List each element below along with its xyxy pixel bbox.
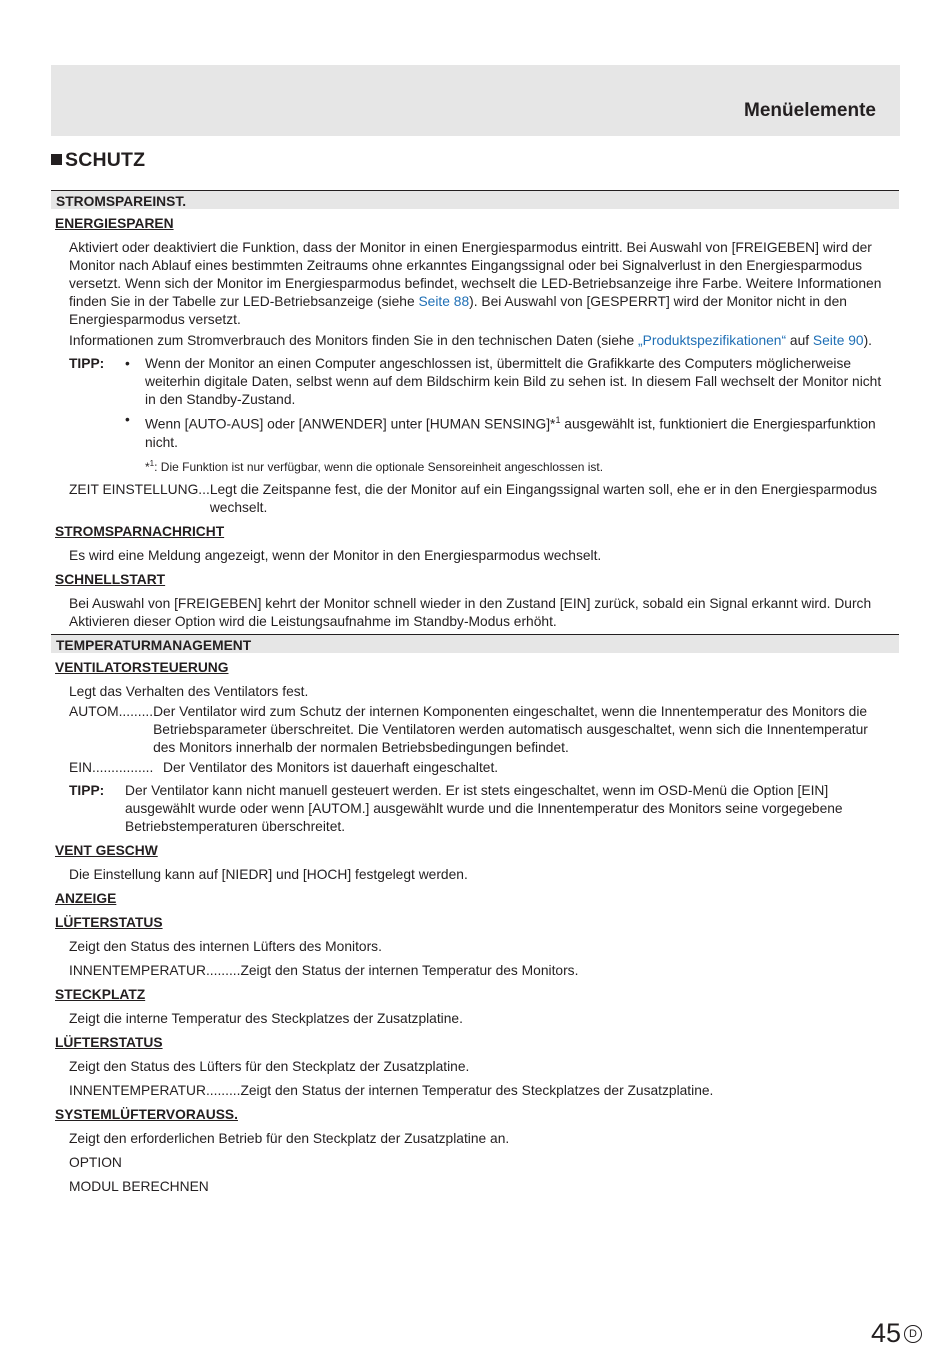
section-title: [51, 149, 145, 172]
tipp-bullet-1-text: Wenn der Monitor an einen Computer angeschlossen ist, übermittelt die Grafikkarte des Computers möglicherweise weiterhin digitale Daten, selbst wenn auf dem Bildschirm kein Bild zu sehen ist. In diesem Fall wechselt der Monitor nicht in den Standby-Zustand.: [145, 356, 882, 407]
def-text: Legt die Zeitspanne fest, die der Monitor auf ein Eingangssignal warten soll, ehe er in den Energiesparmodus wechselt.: [209, 481, 878, 515]
tipp-body: [125, 355, 899, 475]
energiesparen-text-end: ). Bei Auswahl von [GESPERRT] wird der Monitor nicht in den Energiesparmodus versetzt.: [69, 294, 847, 327]
subheading-steckplatz: STECKPLATZ: [55, 986, 146, 1002]
tipp-bullet-1: [125, 355, 885, 409]
def-ein: [51, 759, 899, 777]
vent-geschw-text: Die Einstellung kann auf [NIEDR] und [HOCH] festgelegt werden.: [69, 866, 468, 882]
group-heading-temperaturmanagement: TEMPERATURMANAGEMENT: [51, 634, 899, 653]
footnote-number: 1: [149, 458, 155, 468]
def-label: EIN................: [69, 759, 154, 775]
def-text: Zeigt den Status der internen Temperatur des Monitors.: [240, 962, 579, 978]
square-bullet-icon: [51, 154, 62, 165]
tipp-label: TIPP:: [69, 782, 105, 798]
ventilatorsteuerung-intro: Legt das Verhalten des Ventilators fest.: [69, 683, 309, 699]
def-text: Der Ventilator des Monitors ist dauerhaft eingeschaltet.: [163, 759, 499, 775]
page-header-title: Menüelemente: [744, 100, 876, 121]
tipp-label: TIPP:: [69, 356, 105, 371]
power-note-end: ).: [863, 333, 872, 348]
power-consumption-note: [51, 332, 899, 350]
tipp-bullet-2-text: Wenn [AUTO-AUS] oder [ANWENDER] unter [HUMAN SENSING]*: [145, 416, 556, 432]
energiesparen-text: Aktiviert oder deaktiviert die Funktion, dass der Monitor in einen Energiesparmodus eintritt. Bei Auswahl von [FREIGEBEN] wird der Monitor nach Ablauf eines bestimmten Zeitraums ohne erkanntes Eingangssignal oder bei Signalverlust in den Energiesparmodus versetzt. Wenn sich der Monitor im Energiesparmodus befindet, wechselt die LED-Betriebsanzeige ihre Farbe. Weitere Informationen finden Sie in der Tabelle zur LED-Betriebsanzeige (siehe: [69, 240, 882, 309]
def-autom: [51, 703, 899, 757]
page-number-value: 45: [870, 1318, 901, 1348]
subheading-energiesparen: ENERGIESPAREN: [55, 216, 174, 231]
subheading-systemluftervorauss: SYSTEMLÜFTERVORAUSS.: [55, 1106, 238, 1122]
footnote: [125, 456, 885, 475]
group-heading-stromspareinst: STROMSPAREINST.: [51, 190, 899, 209]
subheading-lufterstatus-slot: LÜFTERSTATUS: [55, 1034, 163, 1050]
power-note-text: Informationen zum Stromverbrauch des Monitors finden Sie in den technischen Daten (siehe: [69, 333, 639, 348]
tipp-ventilator: [51, 782, 899, 836]
lufterstatus-text: Zeigt den Status des internen Lüfters des Monitors.: [69, 938, 382, 954]
lufterstatus-slot-text: Zeigt den Status des Lüfters für den Steckplatz der Zusatzplatine.: [69, 1058, 470, 1074]
def-zeit-einstellung: [51, 481, 899, 517]
energiesparen-description: [51, 239, 899, 329]
def-text: Der Ventilator wird zum Schutz der internen Komponenten eingeschaltet, wenn die Innentemperatur des Monitors die Betriebsparameter überschreitet. Die Ventilatoren werden automatisch ausgeschaltet, wenn sich die Innentemperatur des Monitors innerhalb der normalen Betriebsbedingungen befindet.: [153, 703, 868, 755]
tipp-bullet-2: [125, 411, 885, 452]
subheading-lufterstatus: LÜFTERSTATUS: [55, 914, 163, 930]
systemluftervorauss-text: Zeigt den erforderlichen Betrieb für den Steckplatz der Zusatzplatine an.: [69, 1130, 510, 1146]
subheading-anzeige: ANZEIGE: [55, 890, 117, 906]
tipp-bullet-2-text-end: ausgewählt ist, funktioniert die Energiesparfunktion nicht.: [145, 416, 876, 450]
link-seite-90[interactable]: Seite 90: [812, 333, 864, 348]
header-band: [51, 65, 900, 136]
link-seite-88[interactable]: Seite 88: [418, 294, 470, 309]
link-produktspezifikationen[interactable]: „Produktspezifikationen“: [638, 333, 787, 348]
footnote-mark: *: [145, 459, 150, 474]
def-innentemperatur: [51, 962, 899, 980]
subheading-stromsparnachricht: STROMSPARNACHRICHT: [55, 523, 225, 539]
def-label: INNENTEMPERATUR.........: [69, 1082, 241, 1098]
language-badge: D: [904, 1325, 922, 1343]
tipp-energiesparen: [51, 355, 899, 475]
power-note-mid: auf: [786, 333, 813, 348]
def-label: AUTOM.........: [69, 703, 154, 719]
steckplatz-text: Zeigt die interne Temperatur des Steckplatzes der Zusatzplatine.: [69, 1010, 463, 1026]
def-innentemperatur-slot: [51, 1082, 899, 1100]
stromsparnachricht-text: Es wird eine Meldung angezeigt, wenn der Monitor in den Energiesparmodus wechselt.: [69, 547, 602, 563]
option-item: OPTION: [69, 1154, 122, 1170]
footnote-ref: 1: [555, 415, 561, 425]
page-number: [871, 1318, 922, 1349]
schnellstart-text: Bei Auswahl von [FREIGEBEN] kehrt der Monitor schnell wieder in den Zustand [EIN] zurück, sobald ein Signal erkannt wird. Durch Aktivieren dieser Option wird die Leistungsaufnahme im Standby-Modus erhöht.: [69, 595, 872, 629]
subheading-vent-geschw: VENT GESCHW: [55, 842, 158, 858]
section-title-text: SCHUTZ: [65, 149, 146, 171]
def-text: Zeigt den Status der internen Temperatur des Steckplatzes der Zusatzplatine.: [240, 1082, 714, 1098]
subheading-schnellstart: SCHNELLSTART: [55, 571, 166, 587]
def-label: ZEIT EINSTELLUNG...: [69, 481, 210, 497]
def-label: INNENTEMPERATUR.........: [69, 962, 241, 978]
bullet-icon: •: [125, 412, 130, 427]
tipp-body: Der Ventilator kann nicht manuell gesteuert werden. Er ist stets eingeschaltet, wenn im OSD-Menü die Option [EIN] ausgewählt wurde oder wenn [AUTOM.] ausgewählt wurde und die Innentemperatur des Monitors seine vorgegebene Betriebstemperaturen überschreitet.: [125, 782, 843, 834]
modul-berechnen-item: MODUL BERECHNEN: [69, 1178, 209, 1194]
footnote-text: : Die Funktion ist nur verfügbar, wenn die optionale Sensoreinheit angeschlossen ist.: [154, 459, 604, 474]
subheading-ventilatorsteuerung: VENTILATORSTEUERUNG: [55, 659, 229, 675]
content: [51, 190, 899, 1196]
bullet-icon: •: [125, 356, 130, 371]
